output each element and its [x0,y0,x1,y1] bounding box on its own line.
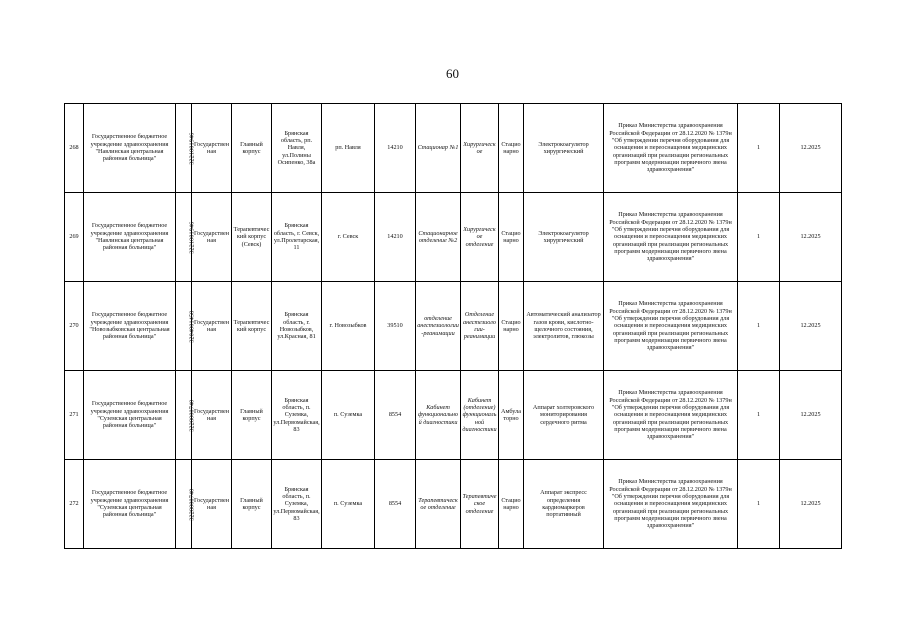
quantity-cell: 1 [738,104,780,193]
address-cell: Брянская область, г. Новозыбков, ул.Красная, 81 [272,282,322,371]
care-type-cell: Амбулаторно [499,371,524,460]
inn-code-cell [176,371,196,460]
inn-code-cell [176,104,196,193]
oktmo-code-cell: 8554 [375,371,416,460]
ownership-type-cell: Государственная [192,282,232,371]
delivery-date-cell: 12.2025 [780,193,842,282]
address-cell: Брянская область, рп. Навля, ул.Полины Осипенко, 38а [272,104,322,193]
unit-name-cell: Кабинет функциональной диагностики [416,371,461,460]
address-cell: Брянская область, п. Суземка, ул.Первомайская, 83 [272,460,322,549]
equipment-name-cell: Аппарат экспресс определения кардиомаркеров портативный [524,460,604,549]
ownership-type-cell: Государственная [192,371,232,460]
row-number-cell: 272 [65,460,84,549]
unit-name-cell: Стационарное отделение №2 [416,193,461,282]
department-name-cell: Хирургическое отделение [461,193,499,282]
quantity-cell: 1 [738,282,780,371]
delivery-date-cell: 12.2025 [780,460,842,549]
table-row [65,460,842,549]
care-type-cell: Стационарно [499,193,524,282]
building-name-cell: Главный корпус [232,371,272,460]
equipment-table [64,103,842,549]
organization-name-cell: Государственное бюджетное учреждение здравоохранения "Суземская центральная районная больница" [84,371,176,460]
table-row [65,193,842,282]
table-row [65,282,842,371]
regulatory-order-cell: Приказ Министерства здравоохранения Российской Федерации от 28.12.2020 № 1379н "Об утверждении перечня оборудования для оснащения и переоснащения медицинских организаций при реализации региональных программ модернизации первичного звена здравоохранения" [604,193,738,282]
address-cell: Брянская область, г. Севск, ул.Пролетарская, 11 [272,193,322,282]
organization-name-cell: Государственное бюджетное учреждение здравоохранения "Новозыбковская центральная районная больница" [84,282,176,371]
row-number-cell: 270 [65,282,84,371]
organization-name-cell: Государственное бюджетное учреждение здравоохранения "Суземская центральная районная больница" [84,460,176,549]
regulatory-order-cell: Приказ Министерства здравоохранения Российской Федерации от 28.12.2020 № 1379н "Об утверждении перечня оборудования для оснащения и переоснащения медицинских организаций при реализации региональных программ модернизации первичного звена здравоохранения" [604,460,738,549]
delivery-date-cell: 12.2025 [780,104,842,193]
ownership-type-cell: Государственная [192,193,232,282]
row-number-cell: 268 [65,104,84,193]
oktmo-code-cell: 14210 [375,104,416,193]
inn-code-cell [176,282,196,371]
locality-cell: г. Севск [322,193,375,282]
inn-code: 3221001946 [189,221,196,254]
oktmo-code-cell: 39510 [375,282,416,371]
ownership-type-cell: Государственная [192,460,232,549]
regulatory-order-cell: Приказ Министерства здравоохранения Российской Федерации от 28.12.2020 № 1379н "Об утверждении перечня оборудования для оснащения и переоснащения медицинских организаций при реализации региональных программ модернизации первичного звена здравоохранения" [604,371,738,460]
equipment-name-cell: Автоматический анализатор газов крови, кислотно-щелочного состояния, электролитов, глюкозы [524,282,604,371]
department-name-cell: Хирургическое [461,104,499,193]
building-name-cell: Терапевтический корпус [232,282,272,371]
quantity-cell: 1 [738,460,780,549]
ownership-type-cell: Государственная [192,104,232,193]
inn-code: 3221001946 [189,132,196,165]
inn-code-cell [176,460,196,549]
unit-name-cell: Стационар №1 [416,104,461,193]
delivery-date-cell: 12.2025 [780,371,842,460]
page-number: 60 [446,66,459,81]
inn-code: 3228000740 [189,399,196,432]
locality-cell: п. Суземка [322,371,375,460]
address-cell: Брянская область, п. Суземка, ул.Первомайская, 83 [272,371,322,460]
organization-name-cell: Государственное бюджетное учреждение здравоохранения "Навлинская центральная районная больница" [84,193,176,282]
inn-code-cell [176,193,196,282]
regulatory-order-cell: Приказ Министерства здравоохранения Российской Федерации от 28.12.2020 № 1379н "Об утверждении перечня оборудования для оснащения и переоснащения медицинских организаций при реализации региональных программ модернизации первичного звена здравоохранения" [604,104,738,193]
table-row [65,104,842,193]
row-number-cell: 269 [65,193,84,282]
building-name-cell: Главный корпус [232,104,272,193]
care-type-cell: Стационарно [499,282,524,371]
unit-name-cell: отделение анестезиологии-реанимации [416,282,461,371]
table-body [65,104,842,549]
inn-code: 3228000740 [189,488,196,521]
building-name-cell: Главный корпус [232,460,272,549]
building-name-cell: Терапевтический корпус (Севск) [232,193,272,282]
oktmo-code-cell: 14210 [375,193,416,282]
quantity-cell: 1 [738,193,780,282]
equipment-name-cell: Аппарат холтеровского мониторирования сердечного ритма [524,371,604,460]
department-name-cell: Терапевтическое отделение [461,460,499,549]
oktmo-code-cell: 8554 [375,460,416,549]
delivery-date-cell: 12.2025 [780,282,842,371]
care-type-cell: Стационарно [499,460,524,549]
organization-name-cell: Государственное бюджетное учреждение здравоохранения "Навлинская центральная районная больница" [84,104,176,193]
quantity-cell: 1 [738,371,780,460]
department-name-cell: Отделение анестезиологии-реанимации [461,282,499,371]
regulatory-order-cell: Приказ Министерства здравоохранения Российской Федерации от 28.12.2020 № 1379н "Об утверждении перечня оборудования для оснащения и переоснащения медицинских организаций при реализации региональных программ модернизации первичного звена здравоохранения" [604,282,738,371]
care-type-cell: Стационарно [499,104,524,193]
inn-code: 3204001458 [189,310,196,343]
equipment-name-cell: Электрокоагулятор хирургический [524,104,604,193]
equipment-name-cell: Электрокоагулятор хирургический [524,193,604,282]
department-name-cell: Кабинет (отделение) функциональной диагностики [461,371,499,460]
locality-cell: рп. Навля [322,104,375,193]
table-row [65,371,842,460]
row-number-cell: 271 [65,371,84,460]
unit-name-cell: Терапевтическое отделение [416,460,461,549]
locality-cell: п. Суземка [322,460,375,549]
locality-cell: г. Новозыбков [322,282,375,371]
